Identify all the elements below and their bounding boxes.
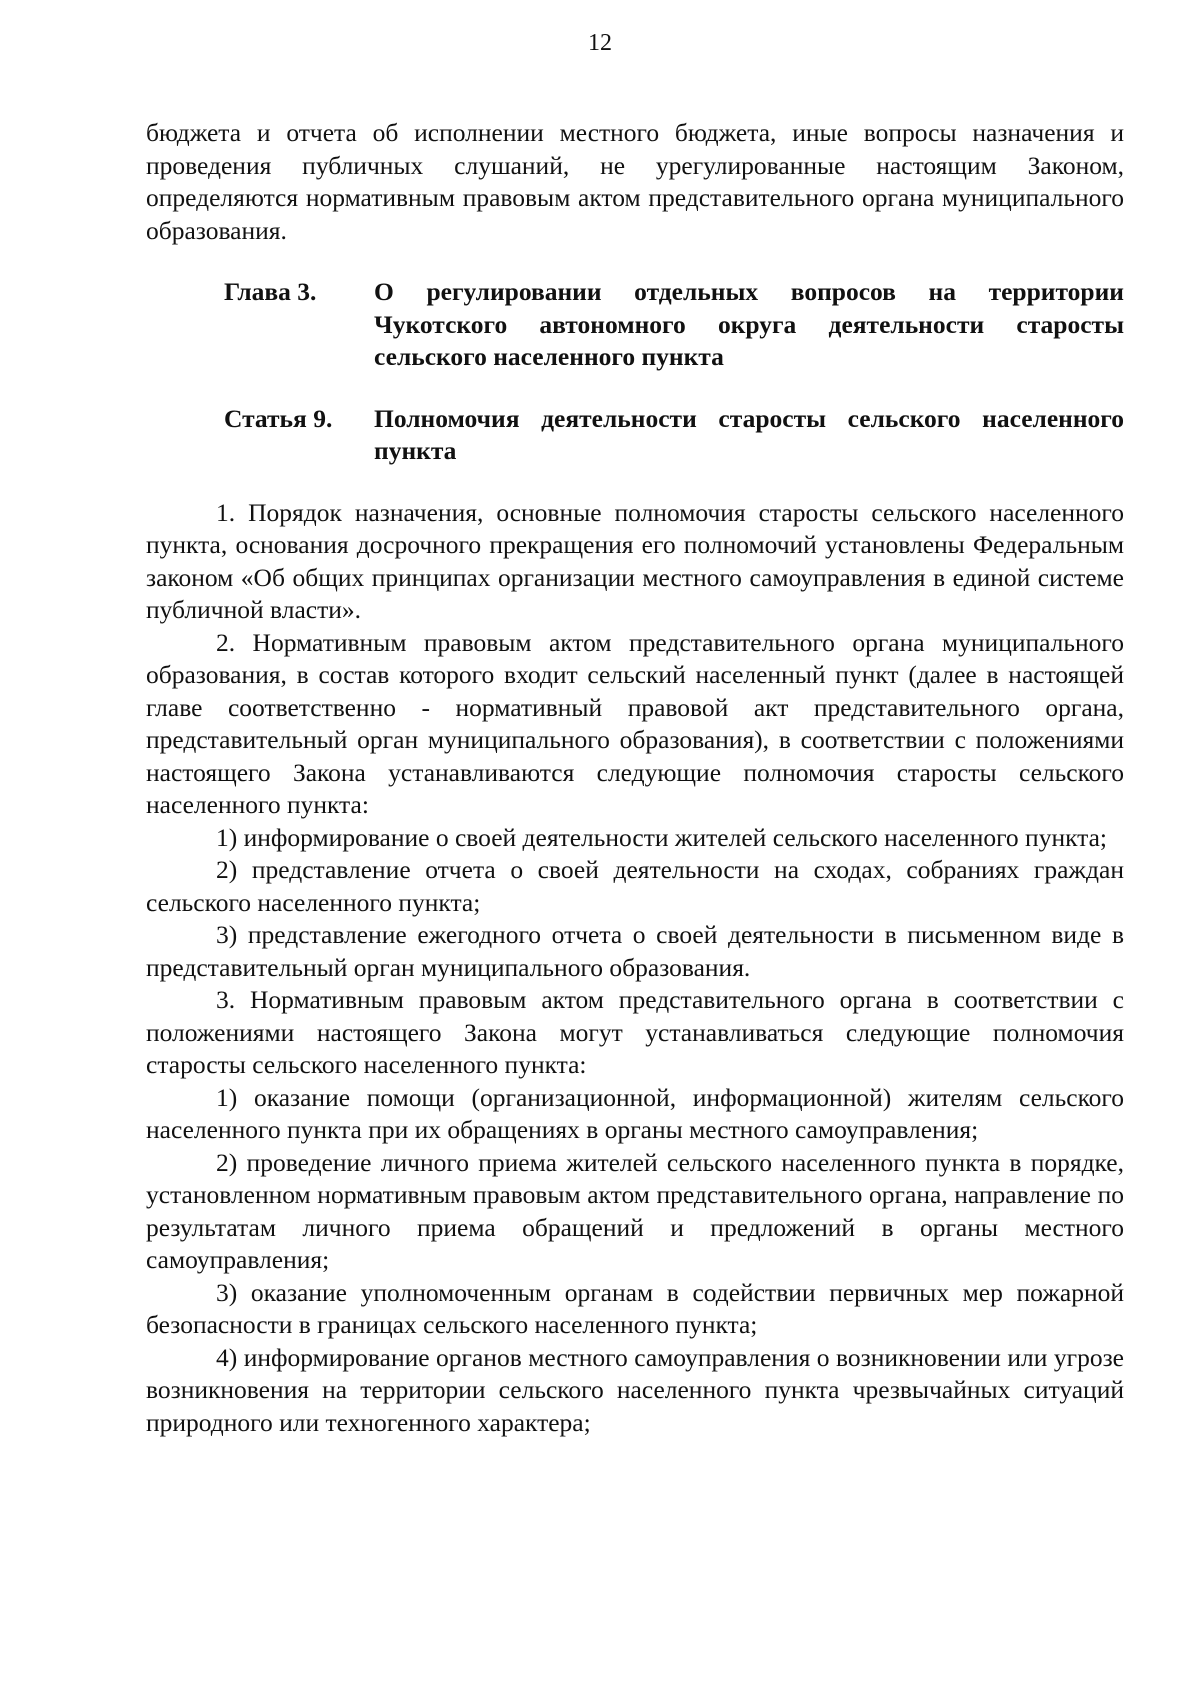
article-body	[146, 497, 1124, 1440]
paragraph: 2) проведение личного приема жителей сельского населенного пункта в порядке, установленном нормативным правовым актом представительного органа, направление по результатам личного приема обращений и предложений в органы местного самоуправления;	[146, 1147, 1124, 1274]
paragraph: 2. Нормативным правовым актом представительного органа муниципального образования, в состав которого входит сельский населенный пункт (далее в настоящей главе соответственно - нормативный правовой акт представительного органа, представительный орган муниципального образования), в соответствии с положениями настоящего Закона устанавливаются следующие полномочия старосты сельского населенного пункта:	[146, 627, 1124, 819]
paragraph: 2) представление отчета о своей деятельности на сходах, собраниях граждан сельского населенного пункта;	[146, 855, 1124, 917]
paragraph: 4) информирование органов местного самоуправления о возникновении или угрозе возникновения на территории сельского населенного пункта чрезвычайных ситуаций природного или техногенного характера;	[146, 1342, 1124, 1437]
article-label: Статья 9.	[224, 403, 333, 433]
article-title: Полномочия деятельности старосты сельского населенного пункта	[374, 403, 1124, 465]
intro-paragraph: бюджета и отчета об исполнении местного бюджета, иные вопросы назначения и проведения публичных слушаний, не урегулированные настоящим Законом, определяются нормативным правовым актом представительного органа муниципального образования.	[146, 118, 1124, 245]
paragraph: 3) представление ежегодного отчета о своей деятельности в письменном виде в представительный орган муниципального образования.	[146, 920, 1124, 982]
chapter-label: Глава 3.	[224, 277, 317, 306]
page-number: 12	[588, 30, 612, 56]
document-body	[146, 117, 1124, 1439]
paragraph: 1) информирование о своей деятельности жителей сельского населенного пункта;	[216, 822, 1108, 852]
paragraph: 1. Порядок назначения, основные полномочия старосты сельского населенного пункта, основания досрочного прекращения его полномочий установлены Федеральным законом «Об общих принципах организации местного самоуправления в единой системе публичной власти».	[146, 497, 1124, 624]
paragraph: 3) оказание уполномоченным органам в содействии первичных мер пожарной безопасности в границах сельского населенного пункта;	[146, 1277, 1124, 1339]
paragraph: 1) оказание помощи (организационной, информационной) жителям сельского населенного пункта при их обращениях в органы местного самоуправления;	[146, 1082, 1124, 1144]
chapter-heading	[146, 276, 1124, 374]
chapter-title: О регулировании отдельных вопросов на территории Чукотского автономного округа деятельности старосты сельского населенного пункта	[374, 277, 1124, 371]
paragraph: 3. Нормативным правовым актом представительного органа в соответствии с положениями настоящего Закона могут устанавливаться следующие полномочия старосты сельского населенного пункта:	[146, 985, 1124, 1079]
article-heading	[146, 403, 1124, 468]
